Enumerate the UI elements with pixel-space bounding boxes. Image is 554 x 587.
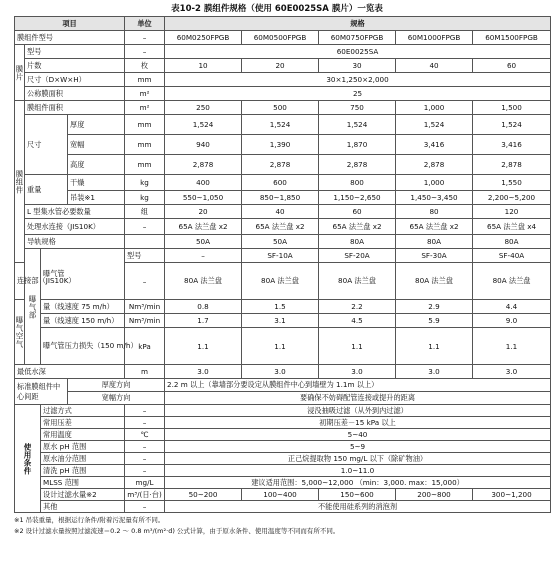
width-value: 1,870 [319,135,396,155]
other-label: 其他 [41,501,125,513]
oil-value: 正己烷提取物 150 mg/L 以下（除矿物油） [165,453,551,465]
width-unit: mm [125,135,165,155]
guide-pipe-value: 50A [165,235,242,249]
min-depth-row [15,365,551,379]
ph-clean-label: 清洗 pH 范围 [41,465,125,477]
loss-value: 1.1 [473,328,551,365]
loss-value: 1.1 [165,328,242,365]
width-row [15,135,551,155]
connection-unit: – [125,263,165,300]
flux-label: 设计过滤水量※2 [41,489,125,501]
aeration-type-value: SF-10A [242,249,319,263]
header-item: 项目 [15,17,125,31]
ph-raw-row [15,441,551,453]
guide-pipe-row [15,235,551,249]
air75-label: 量（线速度 75 m/h） [41,300,125,314]
dry-unit: kg [125,175,165,191]
guide-pipe-label: 导轨规格 [25,235,125,249]
air150-value: 5.9 [396,314,473,328]
sheet-size-label: 尺寸（D×W×H） [25,73,125,87]
pressure-value: 初期压差－15 kPa 以上 [165,417,551,429]
hung-weight-row [15,191,551,205]
model-row [15,31,551,45]
ph-raw-unit: – [125,441,165,453]
module-area-value: 250 [165,101,242,115]
loss-value: 1.1 [242,328,319,365]
air75-value: 0.8 [165,300,242,314]
sheet-count-value: 60 [473,59,551,73]
connection-value: 80A 法兰盘 [396,263,473,300]
spec-table [14,16,551,513]
min-depth-unit: m [125,365,165,379]
hung-value: 850~1,850 [242,191,319,205]
air150-value: 9.0 [473,314,551,328]
connection-label: 连接部（JIS10K） [15,263,25,300]
air150-value: 3.1 [242,314,319,328]
sheet-count-value: 20 [242,59,319,73]
guide-pipe-unit [125,235,165,249]
min-depth-value: 3.0 [165,365,242,379]
sheet-count-value: 10 [165,59,242,73]
guide-pipe-value: 80A [319,235,396,249]
dry-value: 400 [165,175,242,191]
other-value: 不能使用硅系列的消泡剂 [165,501,551,513]
spacing-wide-row [15,392,551,405]
pressure-loss-row [15,328,551,365]
module-area-row [15,101,551,115]
hung-value: 1,450~3,450 [396,191,473,205]
thickness-row [15,115,551,135]
header-spec: 规格 [165,17,551,31]
width-value: 3,416 [396,135,473,155]
connection-value: 80A 法兰盘 [319,263,396,300]
outlet-value: 65A 法兰盘 x4 [473,219,551,235]
ph-clean-value: 1.0~11.0 [165,465,551,477]
thickness-unit: mm [125,115,165,135]
section-aeration: 曝气部 [25,249,41,365]
height-value: 2,878 [473,155,551,175]
method-row [15,405,551,417]
width-label: 宽幅 [68,135,125,155]
flux-value: 50~200 [165,489,242,501]
water-pipe-unit: 组 [125,205,165,219]
min-depth-label: 最低水深 [15,365,125,379]
hung-value: 1,150~2,650 [319,191,396,205]
method-value: 浸没抽吸过滤（从外到内过滤） [165,405,551,417]
temp-row [15,429,551,441]
air75-unit: Nm³/min [125,300,165,314]
module-area-value: 1,500 [473,101,551,115]
ph-clean-row [15,465,551,477]
outlet-value: 65A 法兰盘 x2 [242,219,319,235]
flux-unit: m³/(日·台) [125,489,165,501]
min-depth-value: 3.0 [473,365,551,379]
oil-row [15,453,551,465]
model-label: 膜组件型号 [15,31,125,45]
dry-value: 1,550 [473,175,551,191]
min-depth-value: 3.0 [396,365,473,379]
width-value: 3,416 [473,135,551,155]
aeration-pipe-label: 曝气管 [41,249,125,300]
sheet-size-row [15,73,551,87]
loss-unit: kPa [125,328,165,365]
air150-label: 量（线速度 150 m/h） [41,314,125,328]
height-label: 高度 [68,155,125,175]
outlet-label: 处理水连接（JIS10K） [25,219,125,235]
model-value: 60M1500FPGB [473,31,551,45]
flux-value: 100~400 [242,489,319,501]
width-value: 1,390 [242,135,319,155]
oil-unit: – [125,453,165,465]
guide-pipe-value: 50A [242,235,319,249]
aeration-type-label: 型号 [125,249,165,263]
module-area-value: 1,000 [396,101,473,115]
water-pipe-value: 20 [165,205,242,219]
hung-value: 550~1,050 [165,191,242,205]
section-air: 曝气空气 [15,300,25,365]
flux-value: 300~1,200 [473,489,551,501]
mlss-row [15,477,551,489]
thickness-value: 1,524 [319,115,396,135]
ph-clean-unit: – [125,465,165,477]
header-unit: 单位 [125,17,165,31]
width-value: 940 [165,135,242,155]
water-pipe-row [15,205,551,219]
connection-value: 80A 法兰盘 [165,263,242,300]
sheet-count-value: 30 [319,59,396,73]
aeration-type-row [15,249,551,263]
outlet-unit: – [125,219,165,235]
air75-value: 1.5 [242,300,319,314]
sheet-count-label: 片数 [25,59,125,73]
dry-value: 1,000 [396,175,473,191]
flux-value: 200~800 [396,489,473,501]
method-label: 过滤方式 [41,405,125,417]
guide-pipe-value: 80A [473,235,551,249]
thickness-value: 1,524 [396,115,473,135]
dry-label: 干燥 [68,175,125,191]
table-title: 表10-2 膜组件规格（使用 60E0025SA 膜片）一览表 [171,4,383,14]
module-size-label: 尺寸 [25,115,68,175]
pressure-unit: – [125,417,165,429]
air150-value: 1.7 [165,314,242,328]
temp-value: 5~40 [165,429,551,441]
footnote-1: ※1 吊装重量，根据运行条件/附着污泥量有所不同。 [14,516,165,524]
water-pipe-value: 40 [242,205,319,219]
ph-raw-value: 5~9 [165,441,551,453]
height-unit: mm [125,155,165,175]
air75-value: 4.4 [473,300,551,314]
weight-label: 重量 [25,175,68,205]
sheet-type-unit: – [125,45,165,59]
spacing-thick-value: 2.2 m 以上（靠墙部分要设定从膜组件中心到墙壁为 1.1m 以上） [165,379,551,392]
pressure-label: 常用压差 [41,417,125,429]
mlss-value: 建议适用范围：5,000~12,000 （min：3,000. max：15,000） [165,477,551,489]
sheet-type-value: 60E0025SA [165,45,551,59]
model-value: 60M0750FPGB [319,31,396,45]
method-unit: – [125,405,165,417]
pressure-row [15,417,551,429]
sheet-size-unit: mm [125,73,165,87]
oil-label: 原水油分范围 [41,453,125,465]
min-depth-value: 3.0 [319,365,396,379]
air75-row [15,300,551,314]
aeration-type-unit: – [165,249,242,263]
ph-raw-label: 原水 pH 范围 [41,441,125,453]
aeration-type-value: SF-30A [396,249,473,263]
height-value: 2,878 [319,155,396,175]
sheet-area-value: 25 [165,87,551,101]
section-conditions: 使用条件 [15,405,41,513]
connection-value: 80A 法兰盘 [473,263,551,300]
module-area-unit: m² [125,101,165,115]
height-value: 2,878 [165,155,242,175]
outlet-value: 65A 法兰盘 x2 [165,219,242,235]
module-area-value: 500 [242,101,319,115]
water-pipe-value: 60 [319,205,396,219]
air75-value: 2.9 [396,300,473,314]
sheet-area-unit: m² [125,87,165,101]
hung-unit: kg [125,191,165,205]
section-sheet: 膜片 [15,45,25,101]
mlss-label: MLSS 范围 [41,477,125,489]
loss-label: 曝气管压力损失（150 m/h） [41,328,125,365]
water-pipe-value: 120 [473,205,551,219]
outlet-row [15,219,551,235]
mlss-unit: mg/L [125,477,165,489]
flux-value: 150~600 [319,489,396,501]
spacing-thick-label: 厚度方向 [68,379,165,392]
model-value: 60M0500FPGB [242,31,319,45]
sheet-count-unit: 枚 [125,59,165,73]
guide-pipe-value: 80A [396,235,473,249]
outlet-value: 65A 法兰盘 x2 [319,219,396,235]
model-value: 60M1000FPGB [396,31,473,45]
dry-weight-row [15,175,551,191]
spacing-thick-row [15,379,551,392]
spacing-label: 标准膜组件中心间距 [15,379,68,405]
connection-value: 80A 法兰盘 [242,263,319,300]
dry-value: 800 [319,175,396,191]
flux-row [15,489,551,501]
height-value: 2,878 [242,155,319,175]
thickness-value: 1,524 [473,115,551,135]
aeration-type-value: SF-40A [473,249,551,263]
air75-value: 2.2 [319,300,396,314]
sheet-count-row [15,59,551,73]
water-pipe-value: 80 [396,205,473,219]
sheet-type-label: 型号 [25,45,125,59]
air150-value: 4.5 [319,314,396,328]
thickness-value: 1,524 [242,115,319,135]
header-row [15,17,551,31]
sheet-count-value: 40 [396,59,473,73]
spacing-wide-value: 要确保不妨碍配管连接或提升的距离 [165,392,551,405]
loss-value: 1.1 [396,328,473,365]
spacing-wide-label: 宽幅方向 [68,392,165,405]
sheet-size-value: 30×1,250×2,000 [165,73,551,87]
min-depth-value: 3.0 [242,365,319,379]
hung-value: 2,200~5,200 [473,191,551,205]
temp-unit: ℃ [125,429,165,441]
air150-row [15,314,551,328]
height-row [15,155,551,175]
sheet-area-row [15,87,551,101]
height-value: 2,878 [396,155,473,175]
other-row [15,501,551,513]
other-unit: – [125,501,165,513]
sheet-type-row [15,45,551,59]
hung-label: 吊装※1 [68,191,125,205]
footnote-2: ※2 设计过滤水量按照过滤流速＝0.2 ～ 0.8 m³/(m²·d) 公式计算，由于原水条件、使用温度等不同而有所不同。 [14,527,340,535]
loss-value: 1.1 [319,328,396,365]
dry-value: 600 [242,175,319,191]
outlet-value: 65A 法兰盘 x2 [396,219,473,235]
module-area-label: 膜组件面积 [25,101,125,115]
module-area-value: 750 [319,101,396,115]
sheet-area-label: 公称膜面积 [25,87,125,101]
thickness-value: 1,524 [165,115,242,135]
air150-unit: Nm³/min [125,314,165,328]
thickness-label: 厚度 [68,115,125,135]
section-module: 膜组件 [15,101,25,263]
water-pipe-label: L 型集水管必要数量 [25,205,125,219]
model-value: 60M0250FPGB [165,31,242,45]
footnotes [14,515,554,537]
temp-label: 常用温度 [41,429,125,441]
aeration-type-value: SF-20A [319,249,396,263]
model-unit: – [125,31,165,45]
